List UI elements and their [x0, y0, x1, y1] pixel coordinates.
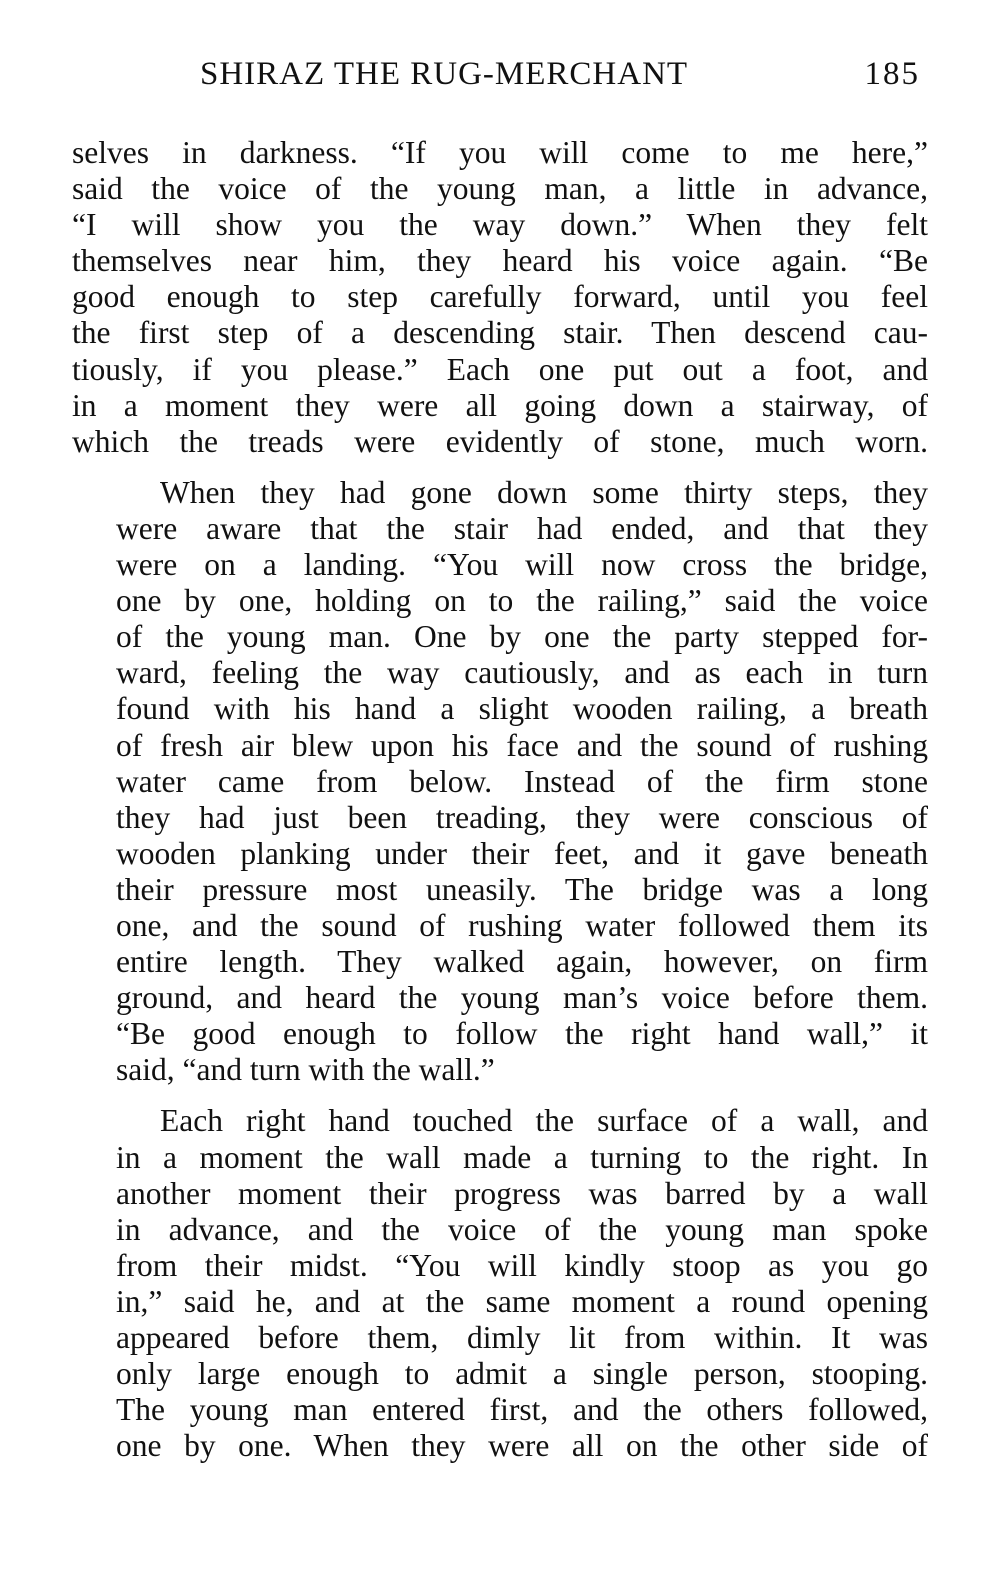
text-line: said the voice of the young man, a little in advance,	[72, 171, 928, 207]
text-line: water came from below. Instead of the firm stone	[116, 763, 928, 799]
paragraph-3	[72, 1103, 928, 1464]
text-line: themselves near him, they heard his voice again. “Be	[72, 243, 928, 279]
text-line: wooden planking under their feet, and it gave beneath	[116, 835, 928, 871]
body-text	[72, 135, 928, 1464]
running-title: SHIRAZ THE RUG-MERCHANT	[200, 56, 689, 92]
text-line: in advance, and the voice of the young man spoke	[116, 1211, 928, 1247]
text-line: found with his hand a slight wooden railing, a breath	[116, 691, 928, 727]
running-head	[200, 52, 920, 96]
text-line: good enough to step carefully forward, until you feel	[72, 279, 928, 315]
text-line: selves in darkness. “If you will come to me here,”	[72, 135, 928, 170]
text-line: “Be good enough to follow the right hand wall,” it	[116, 1016, 928, 1052]
paragraph-1	[72, 135, 928, 460]
text-line: said, “and turn with the wall.”	[116, 1052, 495, 1088]
text-line: only large enough to admit a single person, stooping.	[116, 1356, 928, 1392]
text-line: one by one. When they were all on the other side of	[116, 1428, 928, 1464]
text-line: in a moment they were all going down a stairway, of	[72, 387, 928, 423]
text-line: in a moment the wall made a turning to the right. In	[116, 1139, 928, 1175]
text-line: in,” said he, and at the same moment a round opening	[116, 1283, 928, 1319]
text-line: were aware that the stair had ended, and that they	[116, 510, 928, 546]
text-line: When they had gone down some thirty steps, they	[160, 474, 928, 510]
text-line: appeared before them, dimly lit from within. It was	[116, 1320, 928, 1355]
text-line: their pressure most uneasily. The bridge was a long	[116, 871, 928, 907]
text-line: they had just been treading, they were conscious of	[116, 799, 928, 835]
text-line: the first step of a descending stair. Then descend cau-	[72, 315, 928, 351]
text-line: tiously, if you please.” Each one put out a foot, and	[72, 351, 928, 387]
text-line: “I will show you the way down.” When they felt	[72, 207, 928, 243]
text-line: entire length. They walked again, however, on firm	[116, 944, 928, 980]
text-line: another moment their progress was barred by a wall	[116, 1175, 928, 1211]
text-line: one by one, holding on to the railing,” said the voice	[116, 583, 928, 619]
text-line: of the young man. One by one the party stepped for-	[116, 619, 928, 655]
text-line: which the treads were evidently of stone, much worn.	[72, 423, 928, 459]
text-line: Each right hand touched the surface of a wall, and	[160, 1103, 928, 1139]
paragraph-2	[72, 475, 928, 1089]
text-line: The young man entered first, and the others followed,	[116, 1392, 928, 1428]
page-number: 185	[864, 56, 920, 92]
text-line: were on a landing. “You will now cross the bridge,	[116, 547, 928, 583]
text-line: one, and the sound of rushing water followed them its	[116, 907, 928, 943]
text-line: ground, and heard the young man’s voice before them.	[116, 980, 928, 1016]
text-line: ward, feeling the way cautiously, and as each in turn	[116, 655, 928, 691]
text-line: of fresh air blew upon his face and the sound of rushing	[116, 727, 928, 763]
text-line: from their midst. “You will kindly stoop as you go	[116, 1247, 928, 1283]
